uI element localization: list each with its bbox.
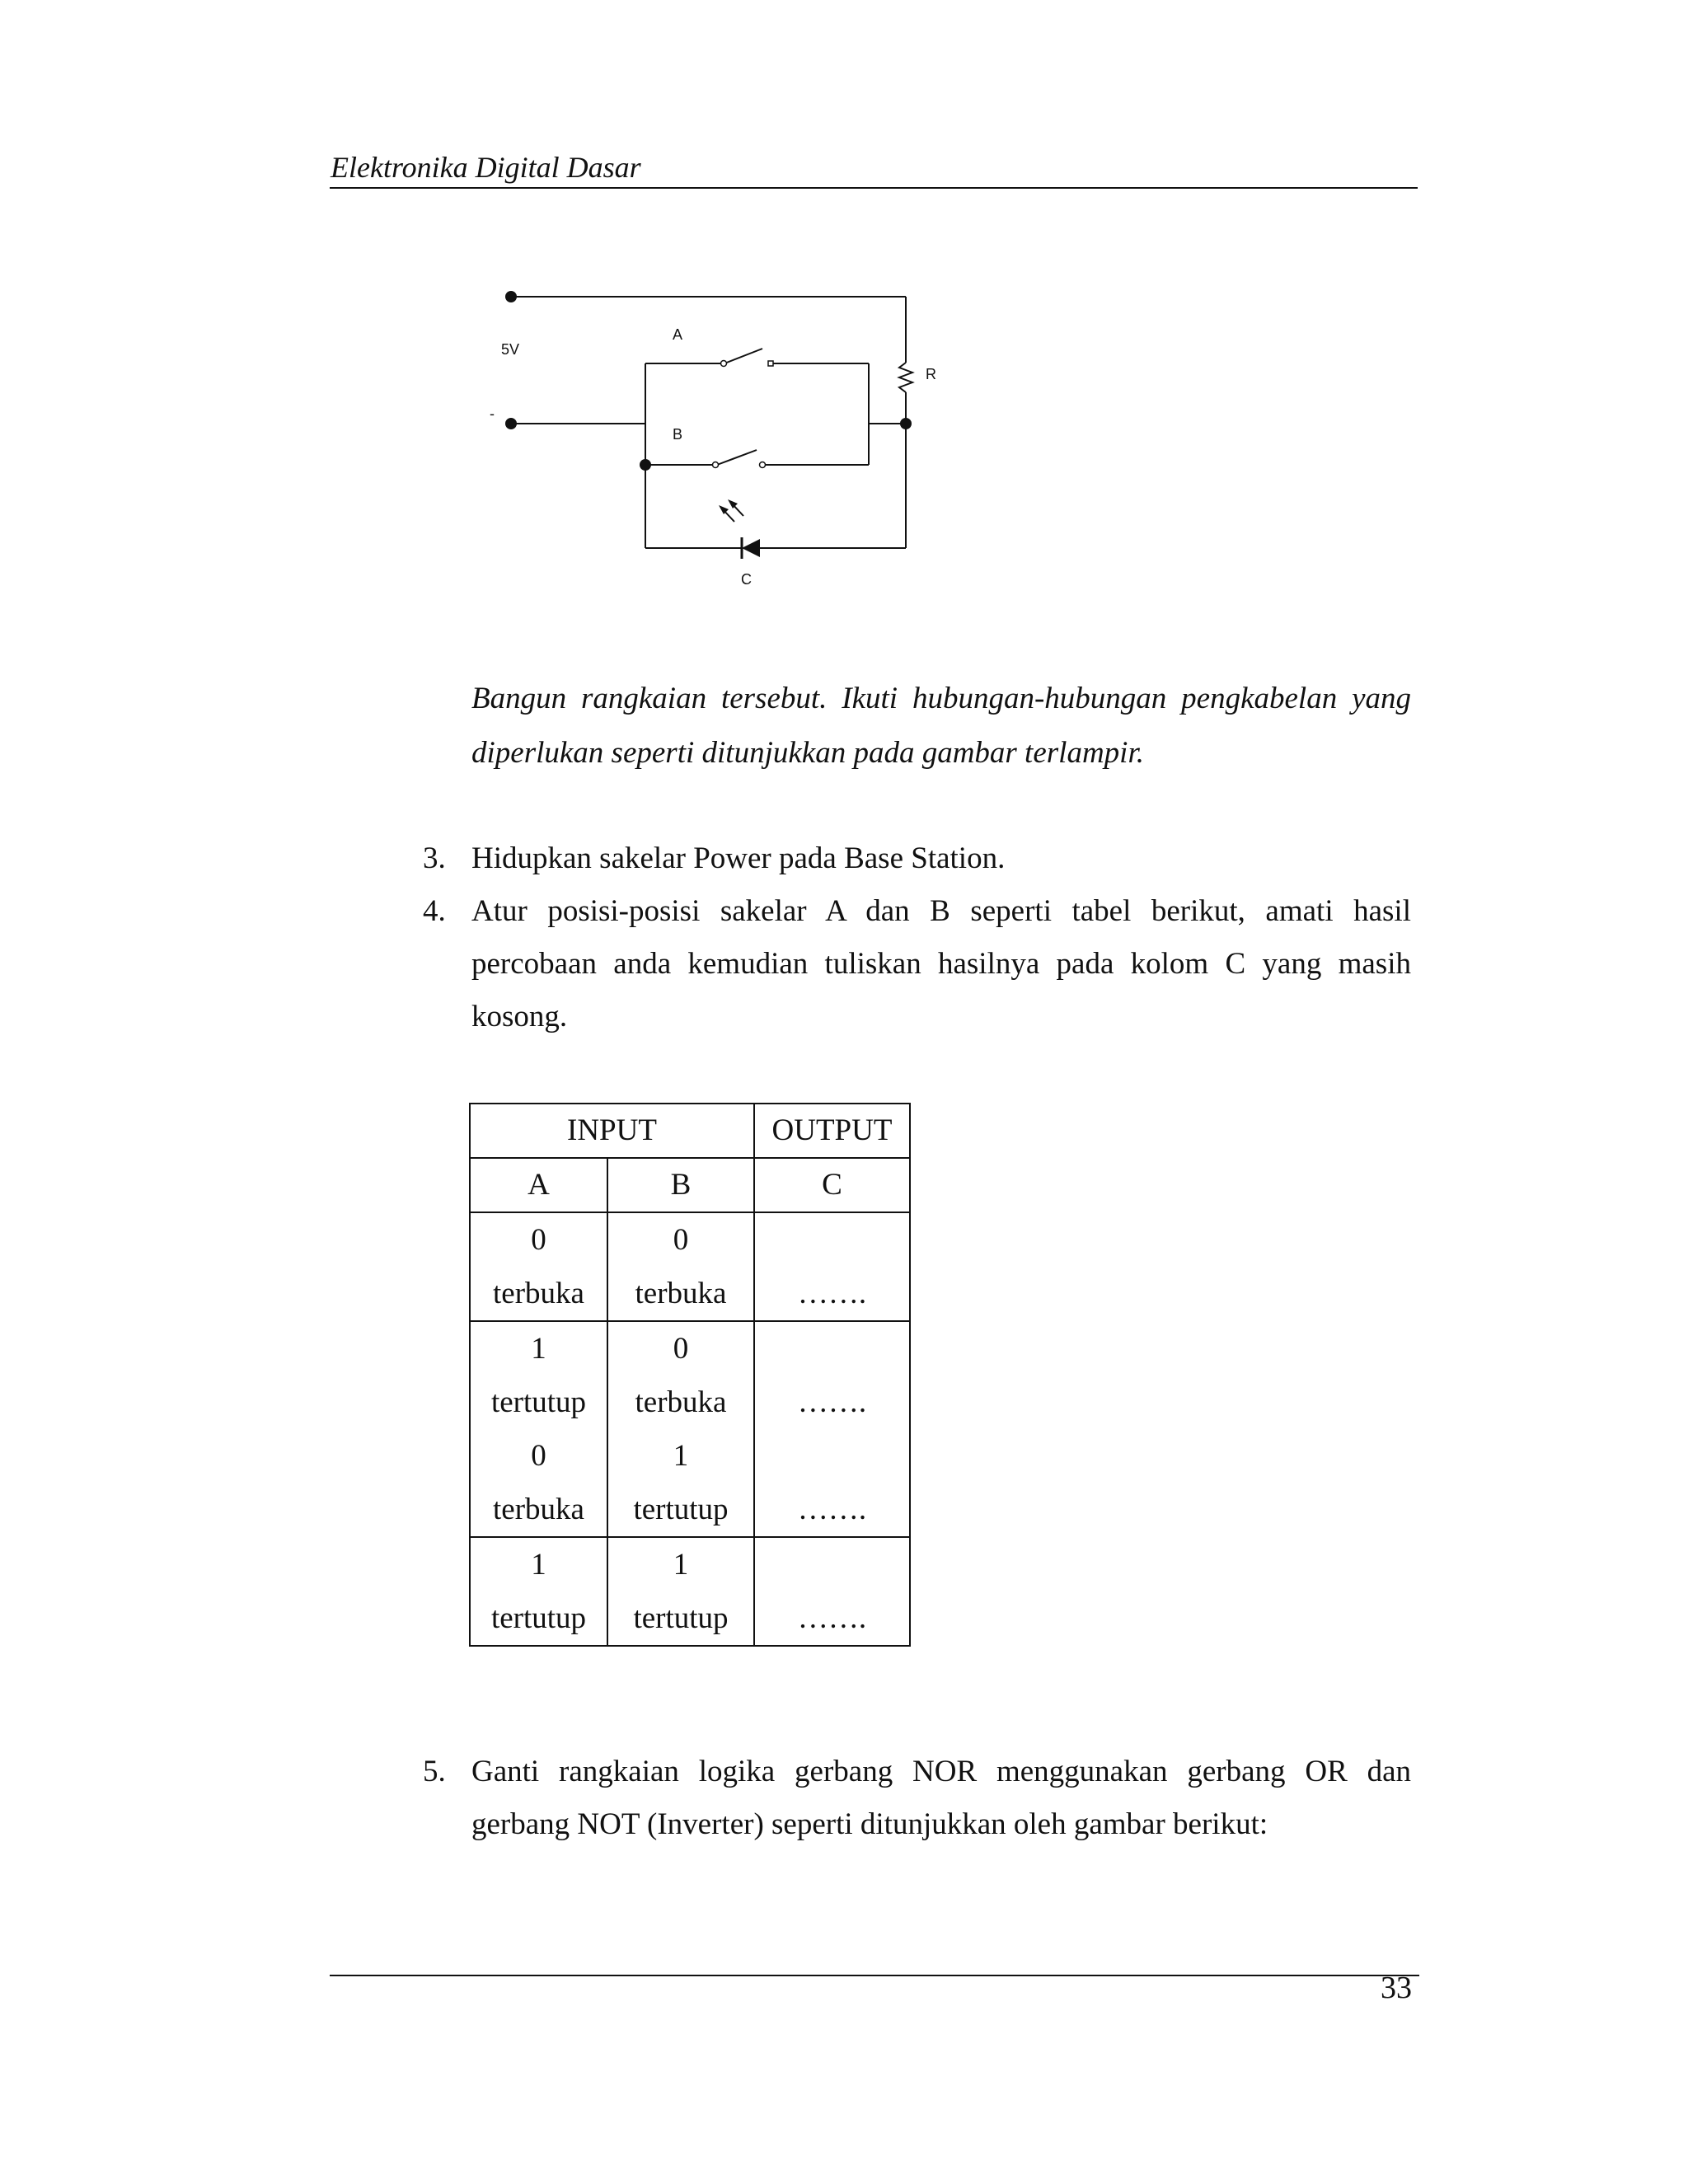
- cell-a-value: 1: [531, 1548, 546, 1582]
- switch-a-icon: [724, 349, 762, 363]
- step-4-number: 4.: [423, 894, 446, 928]
- cell-b-value: 0: [673, 1332, 689, 1366]
- step-5-line-1: Ganti rangkaian logika gerbang NOR menggunakan gerbang OR dan: [471, 1755, 1411, 1788]
- cell-c-output: …….: [797, 1601, 867, 1635]
- header-rule: [330, 187, 1418, 189]
- table-row: [470, 1321, 910, 1537]
- cell-b-state: terbuka: [635, 1277, 727, 1310]
- cell-b-state: terbuka: [635, 1385, 727, 1419]
- table-row: [470, 1537, 910, 1646]
- cell-b-value: 0: [673, 1223, 689, 1257]
- switch-b-icon: [717, 450, 757, 465]
- step-5-number: 5.: [423, 1755, 446, 1788]
- col-b-header: B: [607, 1158, 754, 1212]
- cell-a-state: terbuka: [493, 1277, 584, 1310]
- led-icon: [719, 499, 760, 559]
- label-switch-a: A: [673, 326, 683, 343]
- col-a-header: A: [470, 1158, 607, 1212]
- step-3-number: 3.: [423, 841, 446, 875]
- cell-c-output: …….: [797, 1385, 867, 1419]
- circuit-diagram: [478, 272, 956, 602]
- input-header: INPUT: [470, 1104, 754, 1158]
- cell-b-value: 1: [673, 1439, 689, 1473]
- col-c-header: C: [754, 1158, 910, 1212]
- cell-c-output: …….: [797, 1277, 867, 1310]
- cell-a-value: 1: [531, 1332, 546, 1366]
- label-led-c: C: [741, 571, 752, 588]
- cell-b-state: tertutup: [633, 1601, 729, 1635]
- page-number: 33: [1381, 1971, 1412, 2005]
- step-4-line-2: percobaan anda kemudian tuliskan hasilnya pada kolom C yang masih: [471, 947, 1411, 981]
- cell-a-value: 0: [531, 1223, 546, 1257]
- step-4-line-3: kosong.: [471, 1000, 568, 1033]
- cell-a-state: tertutup: [490, 1601, 587, 1635]
- output-header: OUTPUT: [754, 1104, 910, 1158]
- step-4-line-1: Atur posisi-posisi sakelar A dan B seperti tabel berikut, amati hasil: [471, 894, 1411, 928]
- step-5-line-2: gerbang NOT (Inverter) seperti ditunjukkan oleh gambar berikut:: [471, 1807, 1268, 1841]
- footer-rule: [330, 1975, 1419, 1976]
- table-row: [470, 1212, 910, 1321]
- label-switch-b: B: [673, 426, 683, 443]
- step-3-text: Hidupkan sakelar Power pada Base Station.: [471, 841, 1006, 875]
- cell-c-output: …….: [797, 1493, 867, 1526]
- running-header: Elektronika Digital Dasar: [331, 151, 641, 184]
- resistor-icon: [899, 363, 912, 392]
- cell-b-value: 1: [673, 1548, 689, 1582]
- label-minus: -: [490, 405, 495, 422]
- cell-a-state: terbuka: [493, 1493, 584, 1526]
- caption-line-2: diperlukan seperti ditunjukkan pada gambar terlampir.: [471, 736, 1144, 770]
- cell-a-value: 0: [531, 1439, 546, 1473]
- label-resistor: R: [926, 366, 936, 382]
- caption-line-1: Bangun rangkaian tersebut. Ikuti hubungan-hubungan pengkabelan yang: [471, 682, 1411, 715]
- truth-table: [469, 1103, 911, 1647]
- cell-b-state: tertutup: [633, 1493, 729, 1526]
- cell-a-state: tertutup: [490, 1385, 587, 1419]
- label-5v: 5V: [501, 341, 520, 358]
